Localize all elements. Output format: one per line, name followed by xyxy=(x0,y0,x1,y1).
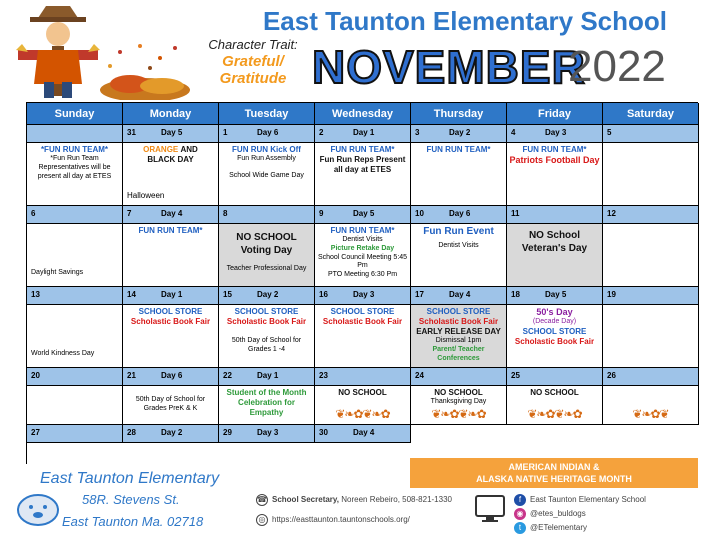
date-number: 9 xyxy=(319,209,324,218)
day-cell xyxy=(411,386,507,425)
day-cell xyxy=(315,386,411,425)
date-bar xyxy=(27,206,123,224)
day-cell xyxy=(123,386,219,425)
date-bar xyxy=(123,287,219,305)
cycle-day: Day 4 xyxy=(353,428,375,437)
date-number: 22 xyxy=(223,371,232,380)
twitter-icon: t xyxy=(514,522,526,534)
date-bar xyxy=(507,368,603,386)
event-title: SCHOOL STORE xyxy=(234,307,299,316)
date-bar xyxy=(315,125,411,143)
date-number: 8 xyxy=(223,209,228,218)
footer-school-name: East Taunton Elementary xyxy=(40,470,220,487)
date-bar xyxy=(315,425,411,443)
facebook-icon: f xyxy=(514,494,526,506)
date-number: 26 xyxy=(607,371,616,380)
event-title: NO School xyxy=(528,230,581,241)
date-bar xyxy=(27,287,123,305)
date-bar xyxy=(27,425,123,443)
secretary-contact xyxy=(256,494,452,506)
date-number: 28 xyxy=(127,428,136,437)
event-title: FUN RUN Kick Off xyxy=(232,145,301,154)
event-title: FUN RUN TEAM* xyxy=(426,145,491,154)
event-title: FUN RUN TEAM* xyxy=(330,226,395,235)
autumn-decoration-icon: ❦❧✿❦❧✿ xyxy=(527,407,582,421)
day-cell xyxy=(507,305,603,368)
character-trait-value: Grateful/ xyxy=(222,53,284,70)
date-bar xyxy=(603,125,699,143)
cycle-day: Day 6 xyxy=(161,371,183,380)
event-title: Scholastic Book Fair xyxy=(226,317,307,326)
day-cell xyxy=(411,143,507,206)
website-contact[interactable] xyxy=(256,514,410,526)
date-bar xyxy=(219,287,315,305)
event-title: NO SCHOOL xyxy=(434,388,483,397)
event-title: 50's Day xyxy=(536,307,573,317)
date-bar xyxy=(123,425,219,443)
day-cell xyxy=(507,143,603,206)
cycle-day: Day 6 xyxy=(257,128,279,137)
weekday-header: Thursday xyxy=(411,103,507,125)
event-title: FUN RUN TEAM* xyxy=(138,226,203,235)
year-title: 2022 xyxy=(568,42,666,91)
date-bar xyxy=(603,287,699,305)
character-trait-label: Character Trait: xyxy=(208,37,298,52)
event-title: Fun Run Event xyxy=(423,226,494,237)
autumn-decoration-icon: ❦❧✿❦❧✿ xyxy=(335,407,390,421)
event-title: SCHOOL STORE xyxy=(426,307,491,316)
date-number: 5 xyxy=(607,128,612,137)
cycle-day: Day 1 xyxy=(161,290,183,299)
event-note: Halloween xyxy=(127,191,165,200)
date-bar xyxy=(27,368,123,386)
instagram-contact[interactable] xyxy=(514,508,586,520)
date-bar xyxy=(603,368,699,386)
calendar-grid xyxy=(26,102,698,464)
event-note: PTO Meeting 6:30 Pm xyxy=(327,271,398,278)
day-cell xyxy=(411,224,507,287)
date-bar xyxy=(507,287,603,305)
event-note: Dentist Visits xyxy=(342,236,383,243)
date-bar xyxy=(219,425,315,443)
scarecrow-illustration xyxy=(8,4,108,100)
event-note: Dismissal 1pm xyxy=(435,337,482,344)
character-trait xyxy=(192,36,314,87)
event-title: FUN RUN TEAM* xyxy=(330,145,395,154)
event-note: Daylight Savings xyxy=(31,269,84,277)
date-number: 3 xyxy=(415,128,420,137)
bulldog-mascot-icon xyxy=(14,488,62,528)
day-cell xyxy=(603,143,699,206)
event-note: Fun Run Assembly xyxy=(237,155,296,162)
day-cell xyxy=(219,386,315,425)
cycle-day: Day 3 xyxy=(257,428,279,437)
date-bar xyxy=(411,125,507,143)
date-bar xyxy=(27,125,123,143)
event-note: 50th Day of School for Grades PreK & K xyxy=(135,396,206,412)
date-number: 11 xyxy=(511,209,520,218)
secretary-info: Noreen Rebeiro, 508-821-1330 xyxy=(341,495,452,505)
date-number: 7 xyxy=(127,209,132,218)
autumn-decoration-icon: ❦❧✿❦ xyxy=(632,407,669,421)
cycle-day: Day 5 xyxy=(545,290,567,299)
day-cell xyxy=(123,305,219,368)
month-title: NOVEMBER xyxy=(312,41,586,93)
event-title: Scholastic Book Fair xyxy=(418,317,499,326)
event-title: EARLY RELEASE DAY xyxy=(416,327,501,336)
event-title: Fun Run Reps Present all day at ETES xyxy=(319,155,406,174)
facebook-contact[interactable] xyxy=(514,494,646,506)
footer-address-street: 58R. Stevens St. xyxy=(82,492,180,507)
instagram-icon: ◉ xyxy=(514,508,526,520)
event-title: SCHOOL STORE xyxy=(330,307,395,316)
cycle-day: Day 2 xyxy=(161,428,183,437)
day-cell xyxy=(603,224,699,287)
date-number: 1 xyxy=(223,128,228,137)
date-bar xyxy=(507,125,603,143)
date-bar xyxy=(219,368,315,386)
date-number: 25 xyxy=(511,371,520,380)
event-title: SCHOOL STORE xyxy=(138,307,203,316)
event-title: NO SCHOOL xyxy=(530,388,579,397)
event-note: School Wide Game Day xyxy=(229,171,304,179)
date-number: 12 xyxy=(607,209,616,218)
event-title: BLACK DAY xyxy=(147,155,194,164)
event-note: School Council Meeting 5:45 Pm xyxy=(317,253,408,270)
day-cell xyxy=(507,224,603,287)
day-cell xyxy=(603,305,699,368)
date-bar xyxy=(123,125,219,143)
cycle-day: Day 4 xyxy=(449,290,471,299)
day-cell xyxy=(315,305,411,368)
footer-address-city: East Taunton Ma. 02718 xyxy=(62,514,204,529)
event-title: NO SCHOOL xyxy=(338,388,387,397)
event-note: *Fun Run Team Representatives will be present all day at ETES xyxy=(37,155,112,180)
cycle-day: Day 1 xyxy=(353,128,375,137)
event-title: Scholastic Book Fair xyxy=(322,317,403,326)
day-cell xyxy=(411,305,507,368)
day-cell xyxy=(603,386,699,425)
event-title: FUN RUN TEAM* xyxy=(522,145,587,154)
event-title: SCHOOL STORE xyxy=(522,327,587,336)
globe-icon: ◎ xyxy=(256,514,268,526)
date-bar xyxy=(315,287,411,305)
twitter-handle[interactable]: @ETelementary xyxy=(530,523,588,533)
event-note: Thanksgiving Day xyxy=(430,398,487,405)
cycle-day: Day 2 xyxy=(257,290,279,299)
heritage-month-banner xyxy=(410,458,698,488)
event-note: (Decade Day) xyxy=(532,318,577,326)
date-number: 4 xyxy=(511,128,516,137)
day-cell xyxy=(123,143,219,206)
event-note: Parent/ Teacher Conferences xyxy=(432,345,485,362)
day-cell xyxy=(315,224,411,287)
date-number: 14 xyxy=(127,290,136,299)
date-number: 23 xyxy=(319,371,328,380)
event-title: AND xyxy=(180,145,198,154)
facebook-handle[interactable]: East Taunton Elementary School xyxy=(530,495,646,505)
twitter-contact[interactable] xyxy=(514,522,587,534)
date-number: 19 xyxy=(607,290,616,299)
date-bar xyxy=(603,206,699,224)
event-title: NO SCHOOL xyxy=(236,232,297,243)
autumn-leaves-decoration xyxy=(100,40,190,100)
weekday-header: Wednesday xyxy=(315,103,411,125)
date-number: 17 xyxy=(415,290,424,299)
event-title: Scholastic Book Fair xyxy=(514,337,595,346)
date-bar xyxy=(123,206,219,224)
event-title: ORANGE xyxy=(143,145,179,154)
date-number: 2 xyxy=(319,128,324,137)
date-number: 13 xyxy=(31,290,40,299)
date-number: 15 xyxy=(223,290,232,299)
cycle-day: Day 2 xyxy=(449,128,471,137)
date-bar xyxy=(411,206,507,224)
autumn-decoration-icon: ❦❧✿❦❧✿ xyxy=(431,407,486,421)
weekday-header: Saturday xyxy=(603,103,699,125)
secretary-label: School Secretary, xyxy=(272,495,339,505)
event-title: Patriots Football Day xyxy=(509,155,600,165)
date-bar xyxy=(411,287,507,305)
weekday-header: Tuesday xyxy=(219,103,315,125)
event-title: *FUN RUN TEAM* xyxy=(40,145,109,154)
day-cell xyxy=(27,143,123,206)
date-bar xyxy=(123,368,219,386)
weekday-header: Monday xyxy=(123,103,219,125)
date-number: 6 xyxy=(31,209,36,218)
cycle-day: Day 1 xyxy=(257,371,279,380)
event-note: Dentist Visits xyxy=(438,241,479,249)
event-note: Teacher Professional Day xyxy=(226,265,307,272)
date-number: 10 xyxy=(415,209,424,218)
day-cell xyxy=(123,224,219,287)
cycle-day: Day 6 xyxy=(449,209,471,218)
weekday-header: Sunday xyxy=(27,103,123,125)
date-number: 30 xyxy=(319,428,328,437)
cycle-day: Day 4 xyxy=(161,209,183,218)
date-bar xyxy=(219,125,315,143)
date-number: 24 xyxy=(415,371,424,380)
heritage-line-1: AMERICAN INDIAN & xyxy=(508,462,600,472)
date-number: 29 xyxy=(223,428,232,437)
day-cell xyxy=(219,305,315,368)
phone-icon: ☎ xyxy=(257,495,267,504)
day-cell xyxy=(27,305,123,368)
date-number: 27 xyxy=(31,428,40,437)
date-bar xyxy=(315,206,411,224)
day-cell xyxy=(219,143,315,206)
event-note: Picture Retake Day xyxy=(330,244,395,252)
event-note: World Kindness Day xyxy=(31,350,95,358)
date-bar xyxy=(219,206,315,224)
date-bar xyxy=(315,368,411,386)
day-cell xyxy=(507,386,603,425)
heritage-line-2: ALASKA NATIVE HERITAGE MONTH xyxy=(476,474,632,484)
cycle-day: Day 5 xyxy=(161,128,183,137)
day-cell xyxy=(27,386,123,425)
date-number: 18 xyxy=(511,290,520,299)
event-title: Voting Day xyxy=(240,244,293,256)
date-number: 20 xyxy=(31,371,40,380)
date-number: 16 xyxy=(319,290,328,299)
event-title: Student of the Month Celebration for Empathy xyxy=(226,388,307,417)
day-cell xyxy=(27,224,123,287)
instagram-handle[interactable]: @etes_buldogs xyxy=(530,509,586,519)
cycle-day: Day 5 xyxy=(353,209,375,218)
date-number: 31 xyxy=(127,128,136,137)
computer-icon xyxy=(474,494,506,524)
event-note: 50th Day of School for Grades 1 -4 xyxy=(231,337,302,353)
cycle-day: Day 3 xyxy=(545,128,567,137)
character-trait-value-2: Gratitude xyxy=(219,70,287,87)
date-number: 21 xyxy=(127,371,136,380)
date-bar xyxy=(411,368,507,386)
school-title: East Taunton Elementary School xyxy=(262,6,668,36)
date-bar xyxy=(507,206,603,224)
event-title: Scholastic Book Fair xyxy=(130,317,211,326)
weekday-header: Friday xyxy=(507,103,603,125)
event-title: Veteran's Day xyxy=(521,242,588,254)
cycle-day: Day 3 xyxy=(353,290,375,299)
day-cell xyxy=(219,224,315,287)
day-cell xyxy=(315,143,411,206)
website-link[interactable]: https://easttaunton.tauntonschools.org/ xyxy=(272,515,410,525)
